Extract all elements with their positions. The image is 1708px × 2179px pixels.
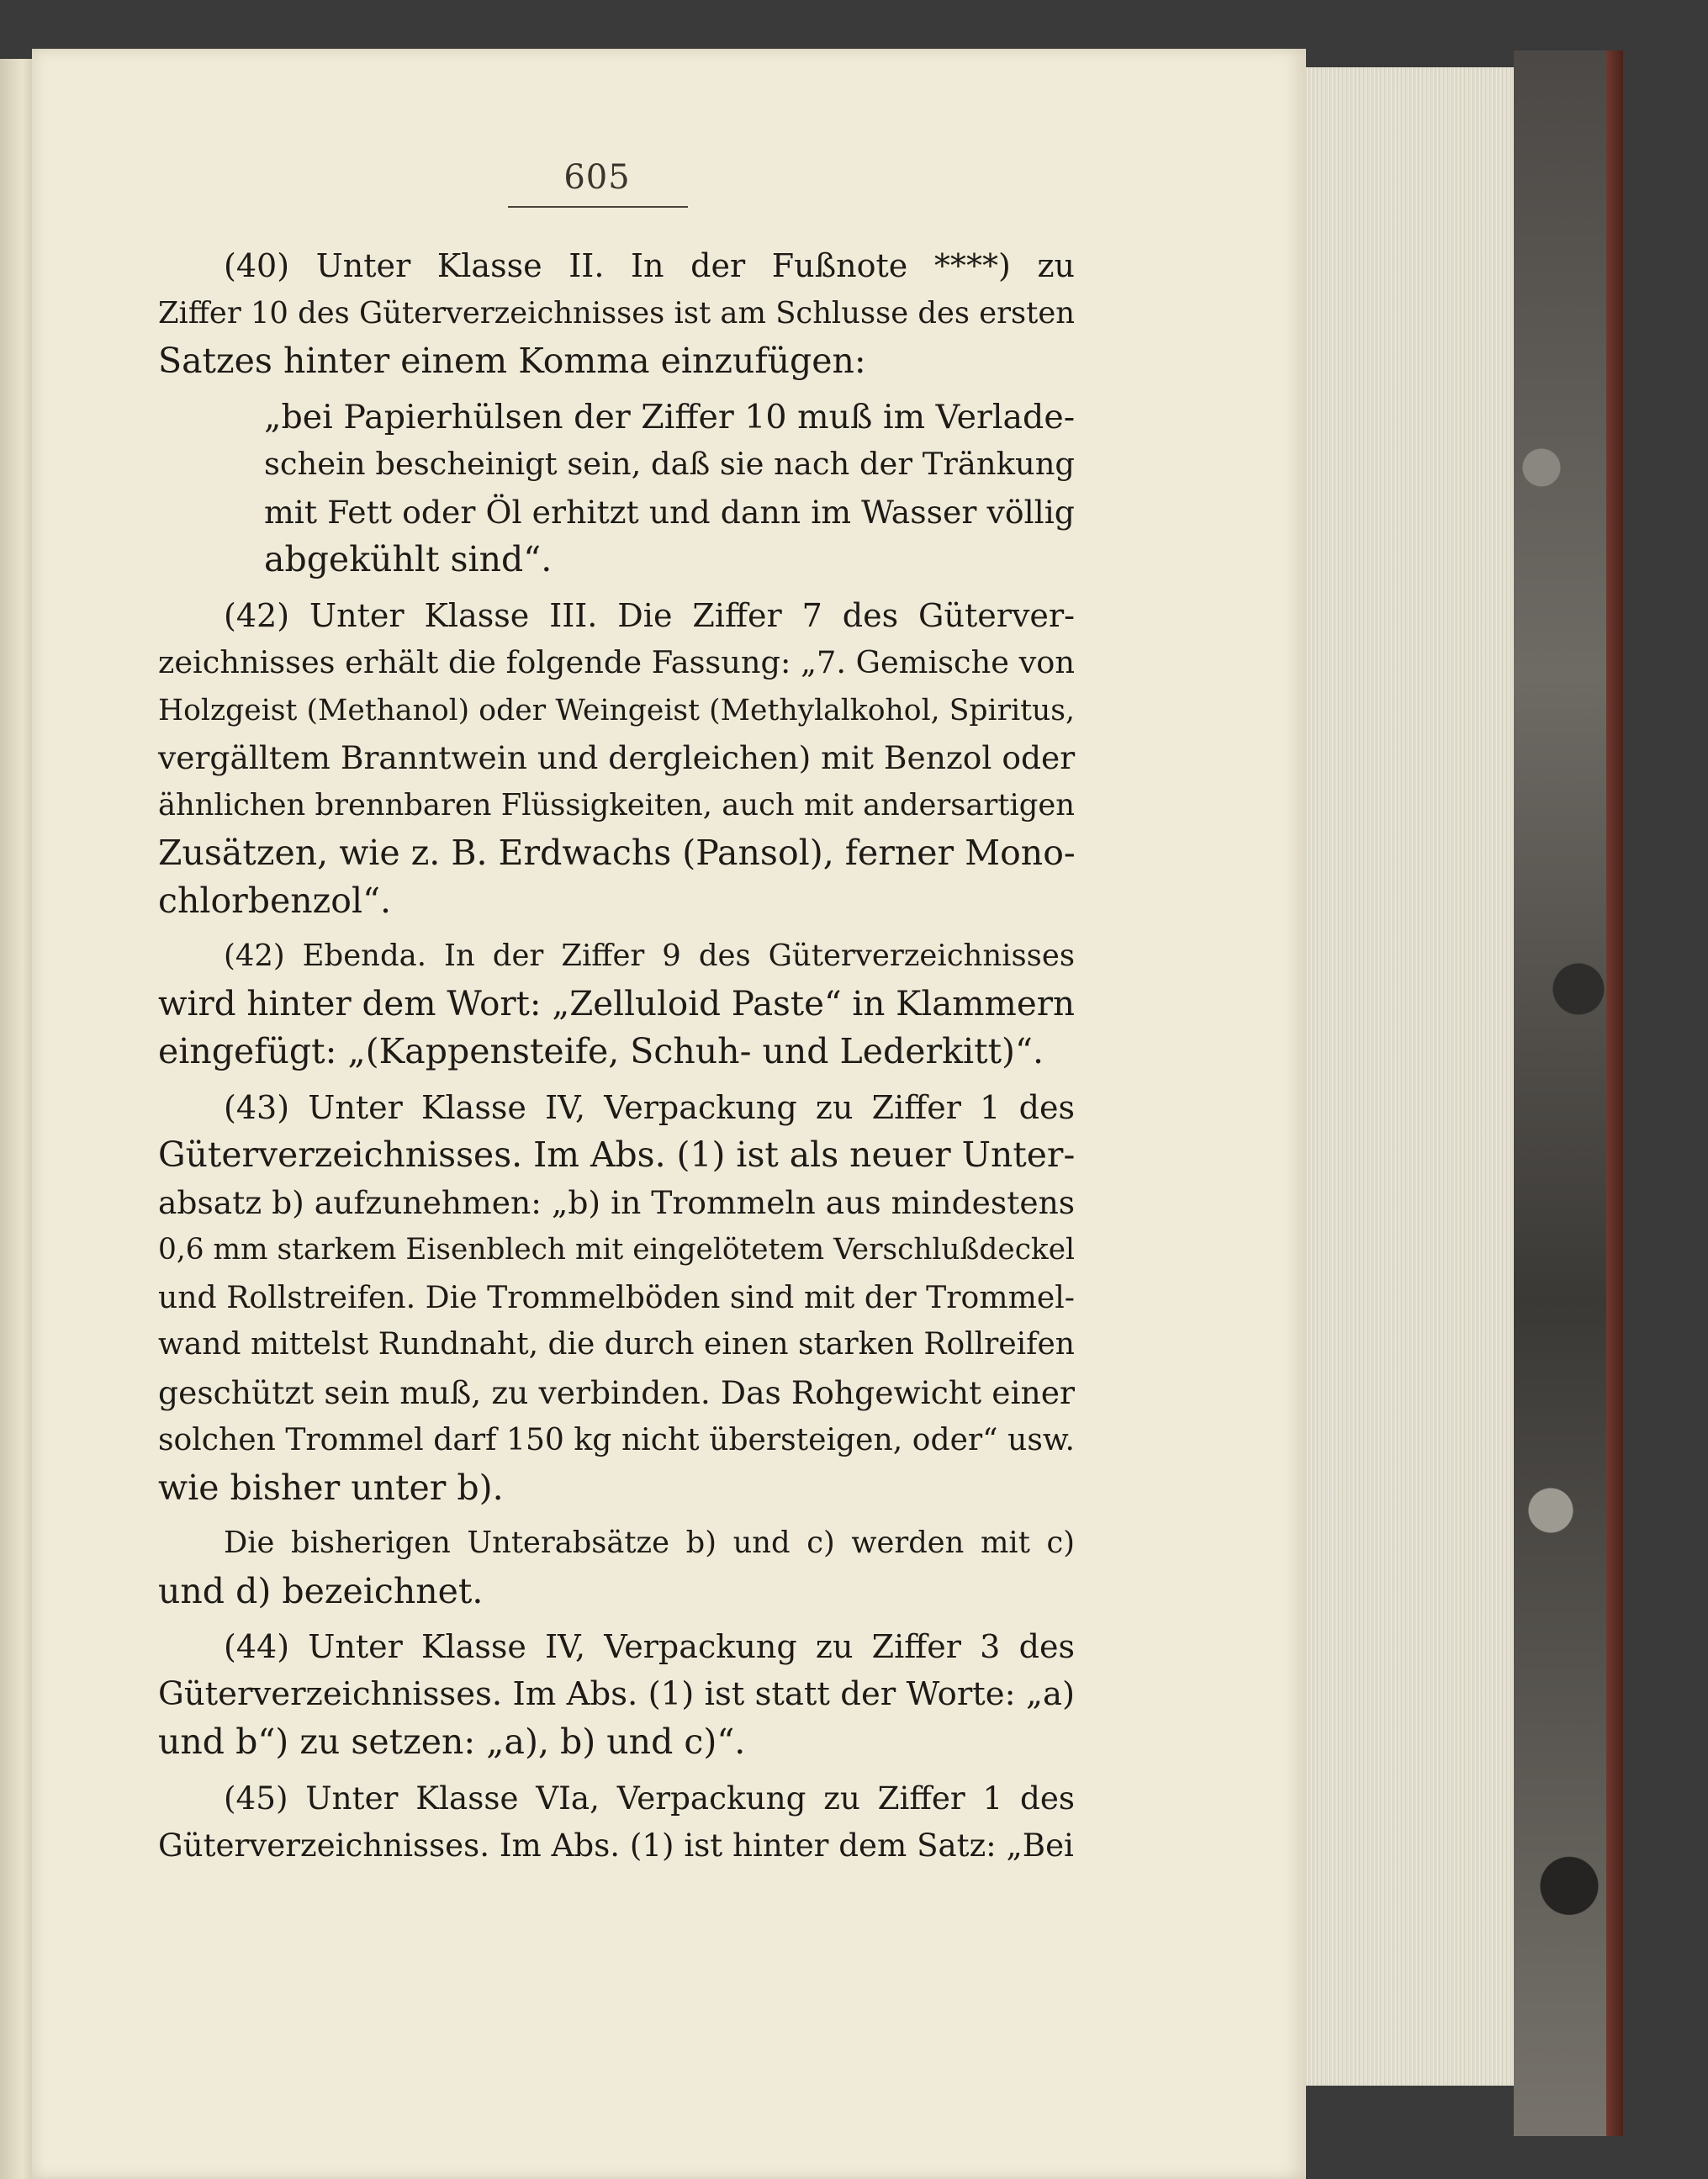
text-line: Güterverzeichnisses. Im Abs. (1) ist statt der Worte: „a) [158,1674,1075,1713]
paragraph [158,242,1075,385]
text-line: (42) Ebenda. In der Ziffer 9 des Güterverzeichnisses [224,939,1075,973]
text-line: abgekühlt sind“. [264,539,553,579]
text-line: solchen Trommel darf 150 kg nicht übersteigen, oder“ usw. [158,1422,1075,1457]
paragraph-gap [158,924,1075,933]
text-line: zeichnisses erhält die folgende Fassung: „7. Gemische von [158,644,1076,680]
text-line: (45) Unter Klasse VIa, Verpackung zu Ziffer 1 des [224,1779,1075,1817]
text-line: schein bescheinigt sein, daß sie nach der Tränkung [264,446,1076,482]
text-line: (43) Unter Klasse IV, Verpackung zu Ziffer 1 des [224,1088,1075,1126]
paragraph [158,1623,1075,1766]
text-line: wie bisher unter b). [158,1467,504,1508]
paragraph-gap [158,1511,1075,1520]
text-line: eingefügt: „(Kappensteife, Schuh- und Lederkitt)“. [158,1031,1044,1071]
quoted-passage [264,394,1075,584]
marbled-cover [1514,50,1606,2136]
paragraph [158,1084,1075,1512]
text-line: „bei Papierhülsen der Ziffer 10 muß im Verlade- [264,397,1076,436]
text-line: (40) Unter Klasse II. In der Fußnote ****) zu [224,247,1075,284]
header-rule [508,206,688,208]
paragraph-gap [158,1076,1075,1084]
text-line: ähnlichen brennbaren Flüssigkeiten, auch mit andersartigen [158,787,1075,822]
text-line: chlorbenzol“. [158,880,392,921]
text-line: und b“) zu setzen: „a), b) und c)“. [158,1722,746,1762]
paragraph [158,1520,1075,1615]
text-line: absatz b) aufzunehmen: „b) in Trommeln aus mindestens [158,1183,1076,1221]
text-line: Güterverzeichnisses. Im Abs. (1) ist als neuer Unter- [158,1134,1076,1175]
paragraph-gap [158,1870,1075,1878]
text-line: 0,6 mm starkem Eisenblech mit eingelötetem Verschlußdeckel [158,1233,1075,1267]
text-line: vergälltem Branntwein und dergleichen) mit Benzol oder [158,739,1076,776]
text-line: Die bisherigen Unterabsätze b) und c) werden mit c) [224,1526,1075,1560]
text-line: Zusätzen, wie z. B. Erdwachs (Pansol), ferner Mono- [158,833,1076,873]
paragraph [158,592,1075,925]
body-text [158,242,1075,1878]
text-line: geschützt sein muß, zu verbinden. Das Rohgewicht einer [158,1373,1075,1411]
page-number: 605 [563,158,631,197]
text-line: und d) bezeichnet. [158,1570,484,1611]
paragraph [158,933,1075,1076]
text-line: Güterverzeichnisses. Im Abs. (1) ist hinter dem Satz: „Bei [158,1827,1074,1864]
paragraph [158,1774,1075,1870]
left-page-edge [0,59,32,2179]
text-line: mit Fett oder Öl erhitzt und dann im Wasser völlig [264,493,1075,531]
text-line: Ziffer 10 des Güterverzeichnisses ist am Schlusse des ersten [158,295,1075,331]
paragraph-gap [158,385,1075,394]
paragraph-gap [158,1766,1075,1774]
text-line: Satzes hinter einem Komma einzufügen: [158,341,866,381]
text-line: (42) Unter Klasse III. Die Ziffer 7 des Güterver- [224,596,1075,634]
text-line: (44) Unter Klasse IV, Verpackung zu Ziffer 3 des [224,1628,1075,1665]
text-line: wand mittelst Rundnaht, die durch einen starken Rollreifen [158,1327,1075,1362]
text-line: Holzgeist (Methanol) oder Weingeist (Methylalkohol, Spiritus, [158,693,1075,727]
paragraph-gap [158,584,1075,592]
text-line: und Rollstreifen. Die Trommelböden sind mit der Trommel- [158,1278,1075,1315]
text-line: wird hinter dem Wort: „Zelluloid Paste“ in Klammern [158,983,1075,1023]
paragraph-gap [158,1615,1075,1623]
page-stack-edge [1306,67,1533,2086]
